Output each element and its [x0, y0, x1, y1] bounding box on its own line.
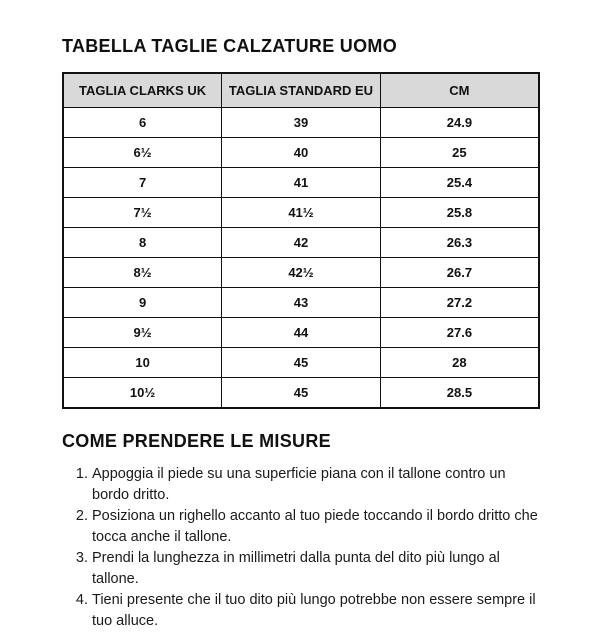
- cell-eu: 44: [222, 318, 381, 348]
- column-header-cm: CM: [380, 73, 539, 108]
- instruction-item: 3. Prendi la lunghezza in millimetri dalla punta del dito più lungo al tallone.: [92, 548, 540, 590]
- cell-uk: 10½: [63, 378, 222, 409]
- cell-eu: 42: [222, 228, 381, 258]
- cell-eu: 41½: [222, 198, 381, 228]
- page-title: TABELLA TAGLIE CALZATURE UOMO: [62, 36, 397, 56]
- table-row: [63, 258, 539, 288]
- table-row: [63, 138, 539, 168]
- instruction-item: 1. Appoggia il piede su una superficie piana con il tallone contro un bordo dritto.: [92, 464, 540, 506]
- cell-eu: 43: [222, 288, 381, 318]
- size-table: [62, 72, 540, 409]
- cell-cm: 26.7: [380, 258, 539, 288]
- table-row: [63, 228, 539, 258]
- cell-uk: 6½: [63, 138, 222, 168]
- cell-cm: 24.9: [380, 108, 539, 138]
- table-row: [63, 288, 539, 318]
- instruction-item: 4. Tieni presente che il tuo dito più lungo potrebbe non essere sempre il tuo alluce.: [92, 590, 540, 632]
- cell-eu: 40: [222, 138, 381, 168]
- cell-uk: 10: [63, 348, 222, 378]
- cell-cm: 25.8: [380, 198, 539, 228]
- table-row: [63, 378, 539, 409]
- cell-cm: 28.5: [380, 378, 539, 409]
- cell-uk: 8½: [63, 258, 222, 288]
- cell-cm: 27.6: [380, 318, 539, 348]
- cell-uk: 7½: [63, 198, 222, 228]
- table-row: [63, 168, 539, 198]
- cell-cm: 27.2: [380, 288, 539, 318]
- table-row: [63, 198, 539, 228]
- cell-cm: 25.4: [380, 168, 539, 198]
- cell-uk: 8: [63, 228, 222, 258]
- column-header-standard-eu: TAGLIA STANDARD EU: [222, 73, 381, 108]
- table-row: [63, 348, 539, 378]
- section-heading-measure: COME PRENDERE LE MISURE: [62, 431, 331, 451]
- cell-eu: 39: [222, 108, 381, 138]
- cell-eu: 45: [222, 378, 381, 409]
- cell-cm: 25: [380, 138, 539, 168]
- cell-uk: 6: [63, 108, 222, 138]
- instruction-list: [72, 464, 540, 632]
- cell-uk: 9½: [63, 318, 222, 348]
- cell-cm: 28: [380, 348, 539, 378]
- instruction-item: 2. Posiziona un righello accanto al tuo piede toccando il bordo dritto che tocca anche il tallone.: [92, 506, 540, 548]
- cell-uk: 9: [63, 288, 222, 318]
- cell-cm: 26.3: [380, 228, 539, 258]
- size-table-header: [63, 73, 539, 108]
- cell-eu: 42½: [222, 258, 381, 288]
- column-header-clarks-uk: TAGLIA CLARKS UK: [63, 73, 222, 108]
- cell-eu: 41: [222, 168, 381, 198]
- cell-uk: 7: [63, 168, 222, 198]
- table-row: [63, 108, 539, 138]
- table-header-row: [63, 73, 539, 108]
- cell-eu: 45: [222, 348, 381, 378]
- table-row: [63, 318, 539, 348]
- size-table-body: [63, 108, 539, 409]
